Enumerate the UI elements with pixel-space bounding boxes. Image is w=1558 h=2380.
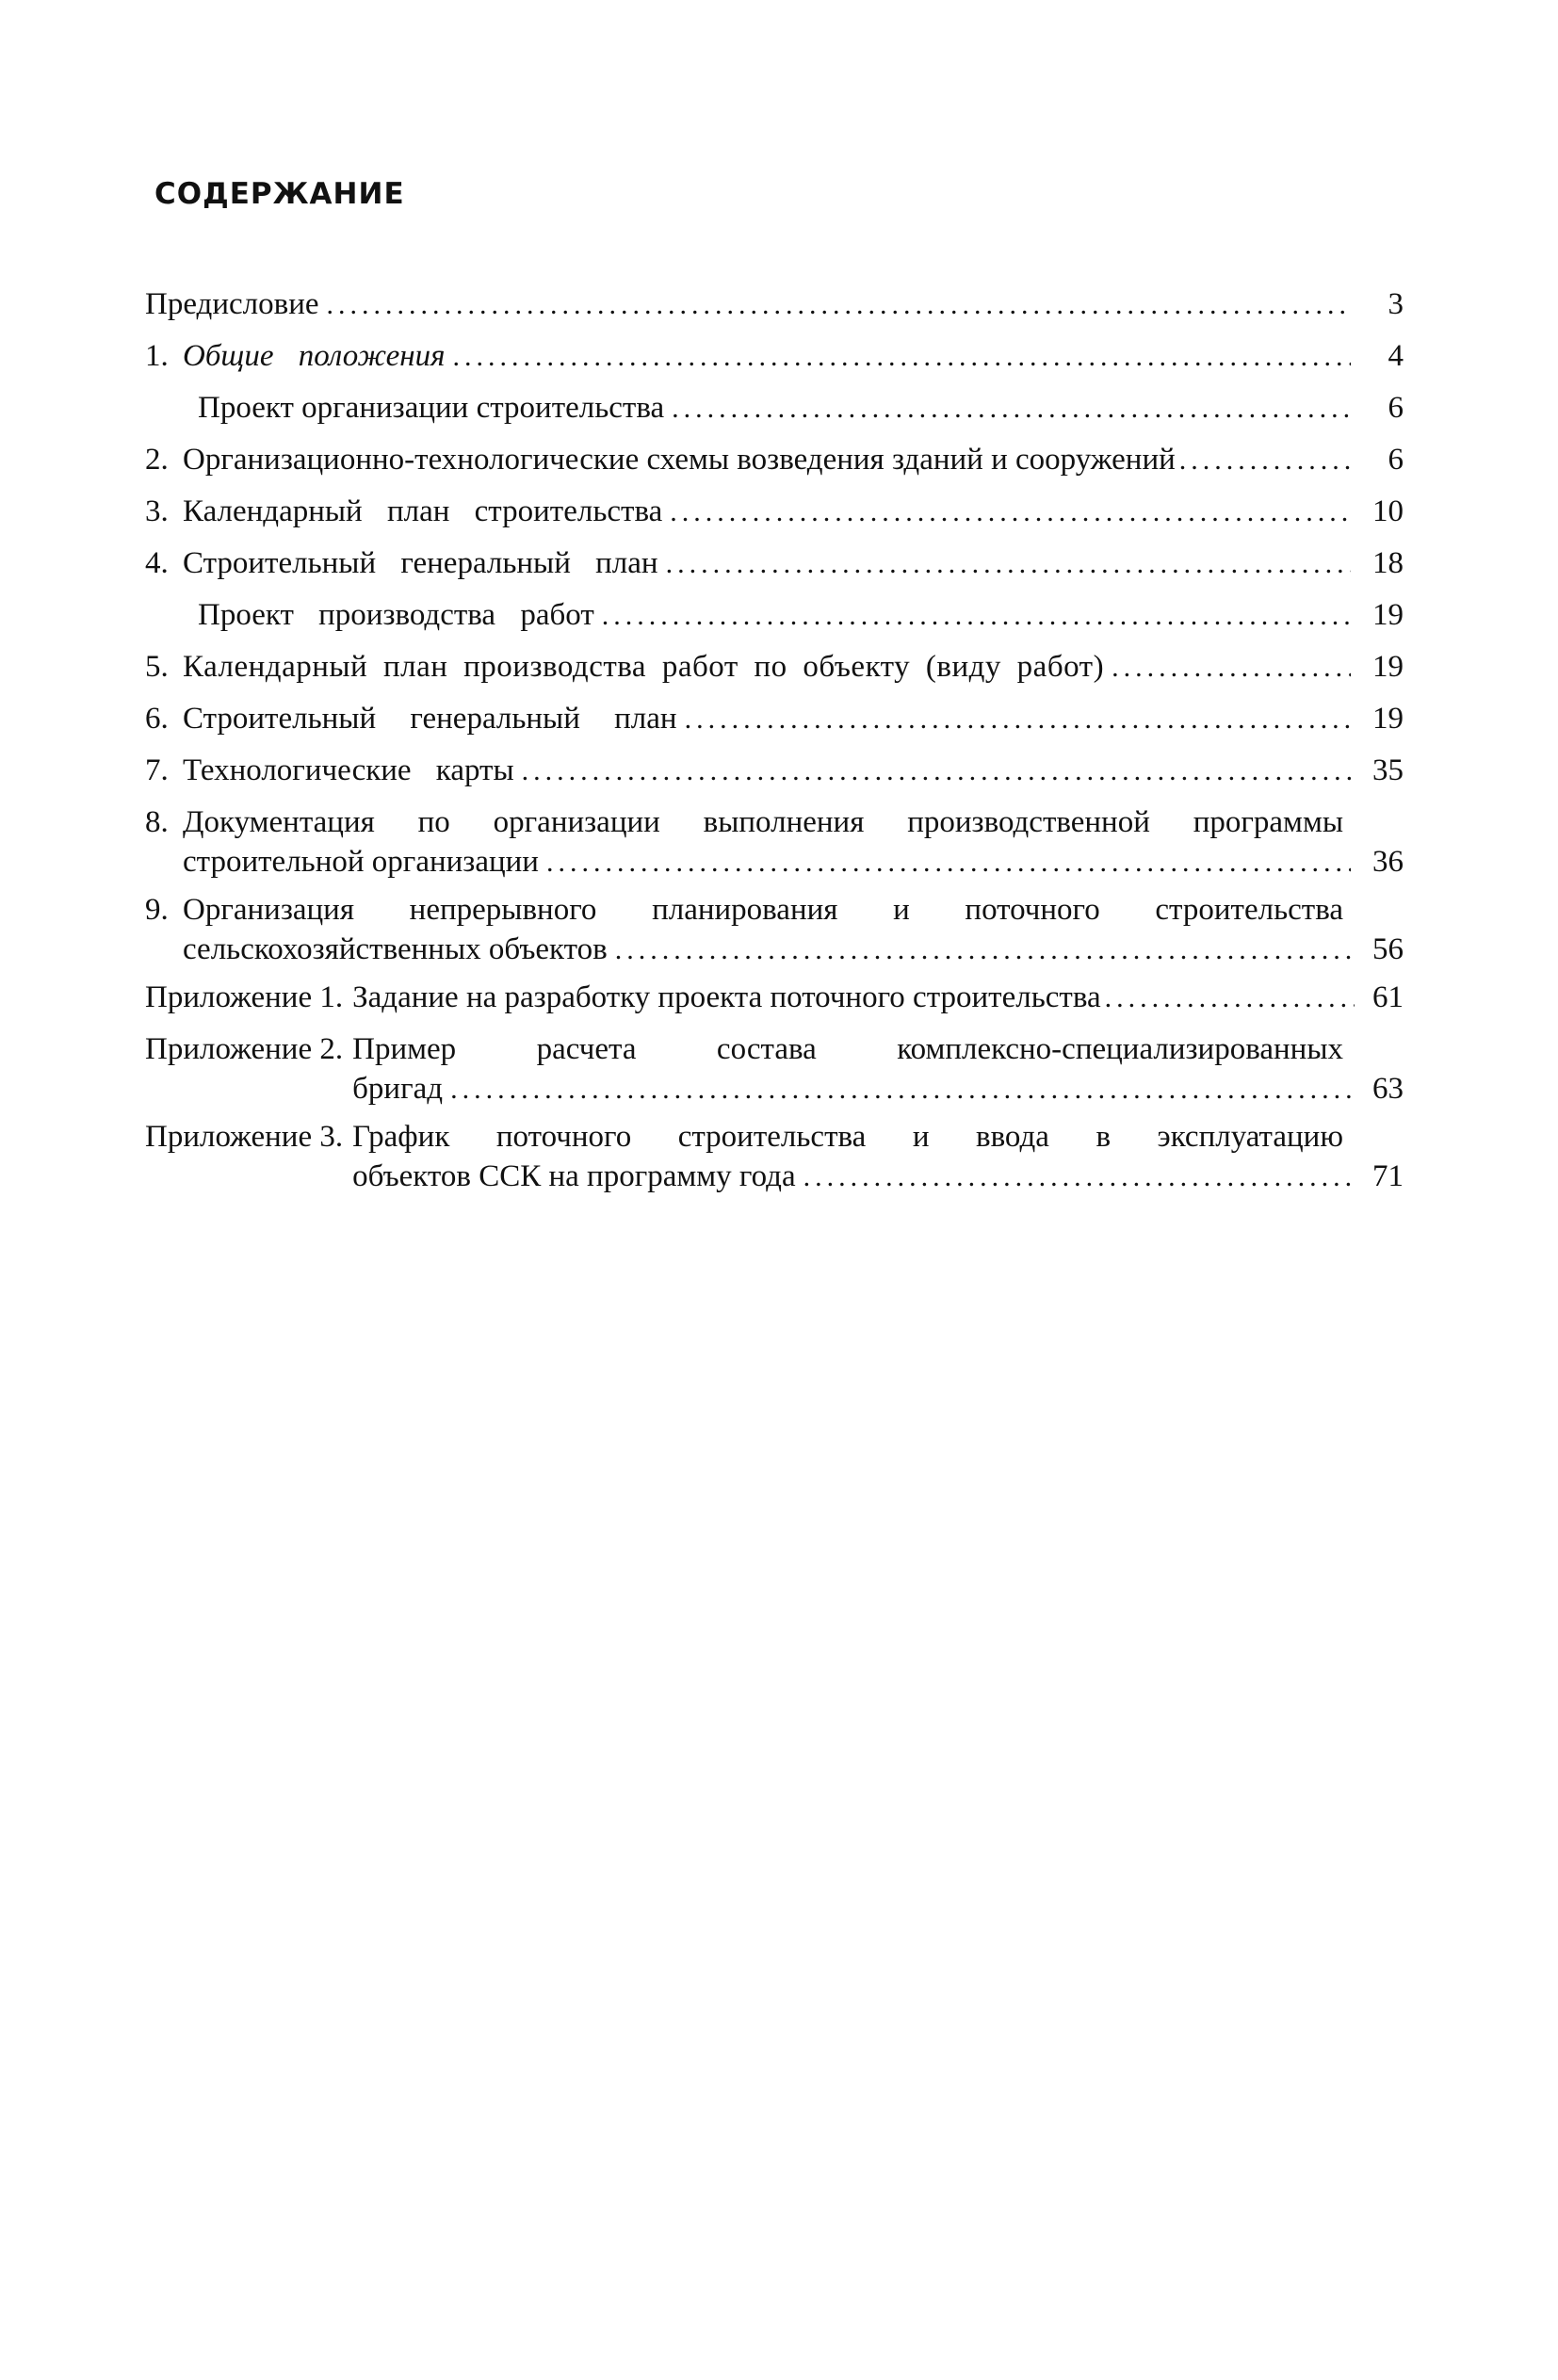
toc-section-work-execution — [145, 595, 1404, 636]
toc-entry-number: 4. — [145, 546, 169, 580]
leader-dots — [522, 752, 1351, 791]
toc-entry-foreword — [145, 284, 1404, 325]
leader-dots — [1112, 648, 1351, 688]
leader-dots — [1179, 441, 1355, 480]
toc-entry-page: 19 — [1372, 598, 1404, 632]
leader-dots — [546, 843, 1351, 882]
toc-entry-title: Технологические карты — [183, 753, 514, 787]
toc-entry-page: 18 — [1372, 546, 1404, 580]
toc-entry-title: Строительный генеральный план — [183, 702, 677, 736]
toc-entry-title: Строительный генеральный план — [183, 546, 658, 580]
toc-entry-title-line2: бригад — [352, 1072, 444, 1106]
toc-appendix-1 — [145, 978, 1404, 1018]
toc-entry-1 — [145, 336, 1404, 377]
toc-entry-number: 7. — [145, 753, 169, 787]
toc-entry-page: 56 — [1372, 932, 1404, 966]
toc-entry-title: Общие положения — [183, 339, 446, 373]
toc-section-construction-organization — [145, 388, 1404, 429]
toc-entry-title: Календарный план строительства — [183, 494, 663, 528]
toc-entry-number: 1. — [145, 339, 169, 373]
toc-entry-title-line1: Организация непрерывного планирования и поточного строительства — [183, 893, 1343, 927]
toc-entry-page: 35 — [1372, 753, 1404, 787]
toc-entry-number: 8. — [145, 805, 169, 839]
toc-heading: СОДЕРЖАНИЕ — [154, 177, 405, 211]
toc-entry-title: Календарный план производства работ по объекту (виду работ) — [183, 650, 1105, 684]
toc-entry-number: 3. — [145, 494, 169, 528]
toc-entry-page: 19 — [1372, 650, 1404, 684]
leader-dots — [670, 493, 1351, 532]
appendix-label: Приложение 3. — [145, 1120, 344, 1154]
toc-entry-page: 71 — [1372, 1159, 1404, 1193]
toc-entry-4 — [145, 543, 1404, 584]
leader-dots — [685, 700, 1351, 739]
leader-dots — [453, 337, 1351, 377]
toc-entry-title-line1: Пример расчета состава комплексно-специализированных — [352, 1032, 1343, 1066]
leader-dots — [615, 931, 1351, 970]
toc-entry-page: 4 — [1388, 339, 1404, 373]
toc-entry-title-line2: объектов ССК на программу года — [352, 1159, 796, 1193]
toc-entry-7 — [145, 751, 1404, 791]
toc-entry-page: 61 — [1372, 980, 1404, 1014]
toc-entry-number: 2. — [145, 443, 169, 477]
toc-entry-number: 6. — [145, 702, 169, 736]
toc-entry-title-line1: Документация по организации выполнения производственной программы — [183, 805, 1343, 839]
toc-entry-page: 36 — [1372, 845, 1404, 879]
appendix-label: Приложение 2. — [145, 1032, 344, 1066]
toc-entry-5 — [145, 647, 1404, 688]
toc-entry-page: 19 — [1372, 702, 1404, 736]
toc-appendix-2 — [145, 1029, 1404, 1109]
toc-entry-page: 3 — [1388, 287, 1404, 321]
toc-entry-page: 6 — [1388, 391, 1404, 425]
toc-entry-number: 5. — [145, 650, 169, 684]
toc-entry-title-line1: График поточного строительства и ввода в эксплуатацию — [352, 1120, 1343, 1154]
toc-appendix-3 — [145, 1117, 1404, 1197]
toc-entry-page: 63 — [1372, 1072, 1404, 1106]
toc-entry-title: Задание на разработку проекта поточного строительства — [352, 980, 1101, 1014]
leader-dots — [1105, 979, 1355, 1018]
leader-dots — [602, 596, 1351, 636]
toc-entry-title: Проект производства работ — [198, 598, 594, 632]
leader-dots — [450, 1070, 1351, 1109]
leader-dots — [327, 285, 1352, 325]
leader-dots — [666, 544, 1351, 584]
toc-entry-2 — [145, 440, 1404, 480]
toc-entry-3 — [145, 492, 1404, 532]
leader-dots — [672, 389, 1351, 429]
toc-entry-title: Проект организации строительства — [198, 391, 665, 425]
toc-entry-title-line2: сельскохозяйственных объектов — [183, 932, 608, 966]
toc-entry-title-line2: строительной организации — [183, 845, 539, 879]
toc-entry-6 — [145, 699, 1404, 739]
leader-dots — [803, 1158, 1351, 1197]
toc-entry-9 — [145, 890, 1404, 970]
table-of-contents — [145, 284, 1404, 1205]
toc-entry-title: Организационно-технологические схемы возведения зданий и сооружений — [183, 443, 1176, 477]
toc-entry-8 — [145, 802, 1404, 882]
toc-entry-page: 10 — [1372, 494, 1404, 528]
toc-entry-number: 9. — [145, 893, 169, 927]
appendix-label: Приложение 1. — [145, 980, 344, 1014]
toc-entry-title: Предисловие — [145, 287, 319, 321]
toc-entry-page: 6 — [1388, 443, 1404, 477]
